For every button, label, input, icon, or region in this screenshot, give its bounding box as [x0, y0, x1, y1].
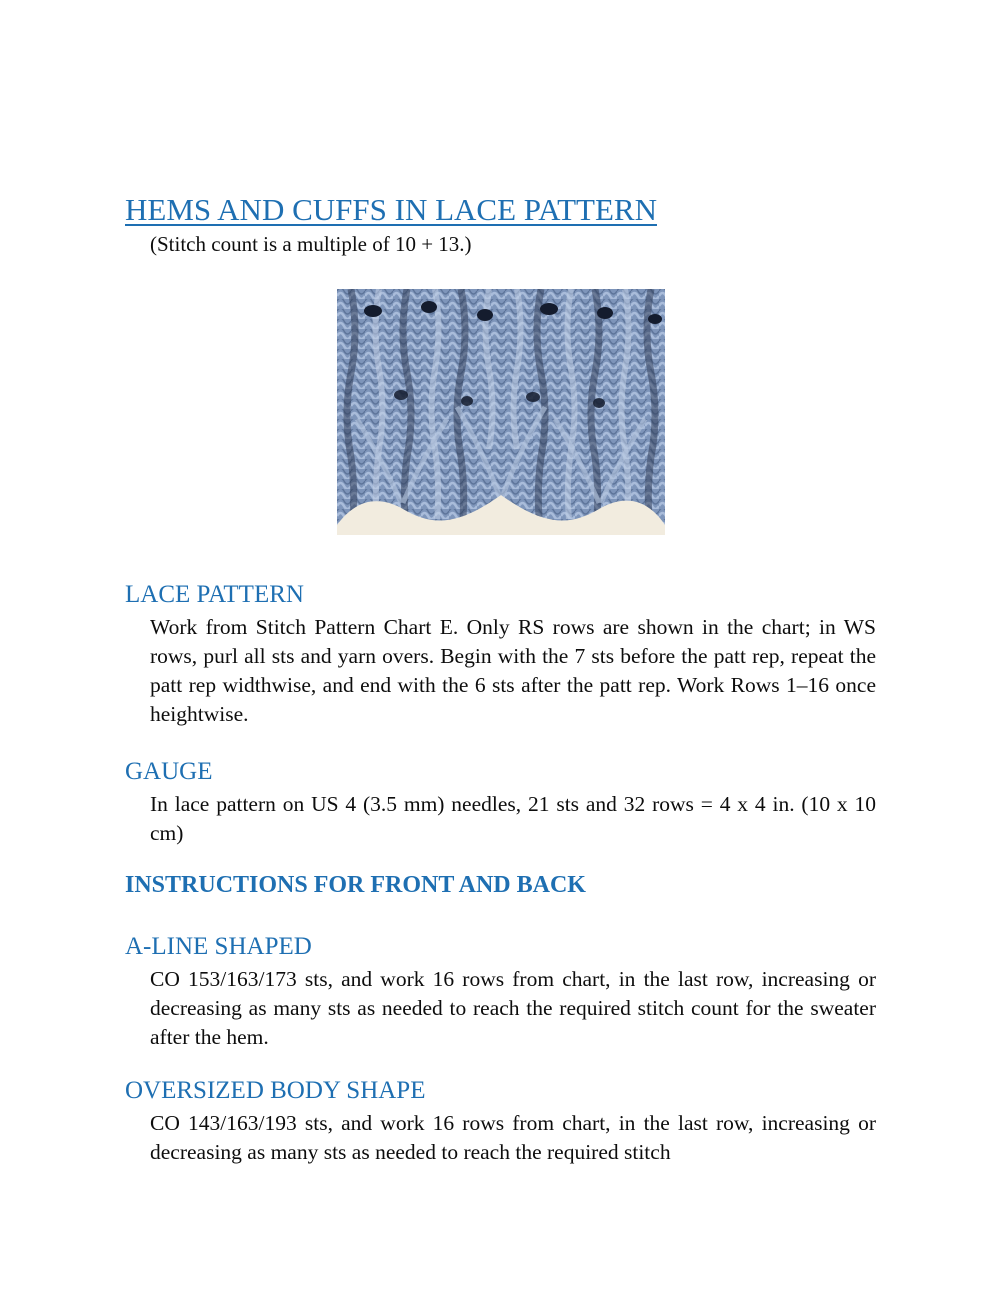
oversized-body: CO 143/163/193 sts, and work 16 rows from chart, in the last row, increasing or decreasing as many sts as needed to reach the required stitch: [150, 1111, 876, 1164]
lace-pattern-body: Work from Stitch Pattern Chart E. Only RS rows are shown in the chart; in WS rows, purl all sts and yarn overs. Begin with the 7 sts before the patt rep, repeat the patt rep widthwise, and end with the 6 sts after the patt rep. Work Rows 1–16 once heightwise.: [150, 615, 876, 726]
photo-row: [125, 289, 876, 535]
gauge-heading: GAUGE: [125, 758, 213, 785]
instructions-heading: INSTRUCTIONS FOR FRONT AND BACK: [125, 872, 586, 898]
stitch-count-note: (Stitch count is a multiple of 10 + 13.): [150, 232, 472, 256]
section-gauge: [125, 757, 876, 848]
section-a-line-shaped: [125, 932, 876, 1052]
oversized-heading: OVERSIZED BODY SHAPE: [125, 1077, 426, 1104]
a-line-body: CO 153/163/173 sts, and work 16 rows from chart, in the last row, increasing or decreasing as many sts as needed to reach the required stitch count for the sweater after the hem.: [150, 967, 876, 1049]
knitted-lace-swatch-photo: [337, 289, 665, 535]
section-oversized-body-shape: [125, 1076, 876, 1167]
page-title: HEMS AND CUFFS IN LACE PATTERN: [125, 192, 657, 227]
gauge-body: In lace pattern on US 4 (3.5 mm) needles, 21 sts and 32 rows = 4 x 4 in. (10 x 10 cm): [150, 792, 876, 845]
section-lace-pattern: [125, 580, 876, 729]
lace-pattern-heading: LACE PATTERN: [125, 581, 304, 608]
section-instructions: [125, 870, 876, 900]
a-line-heading: A-LINE SHAPED: [125, 933, 312, 960]
